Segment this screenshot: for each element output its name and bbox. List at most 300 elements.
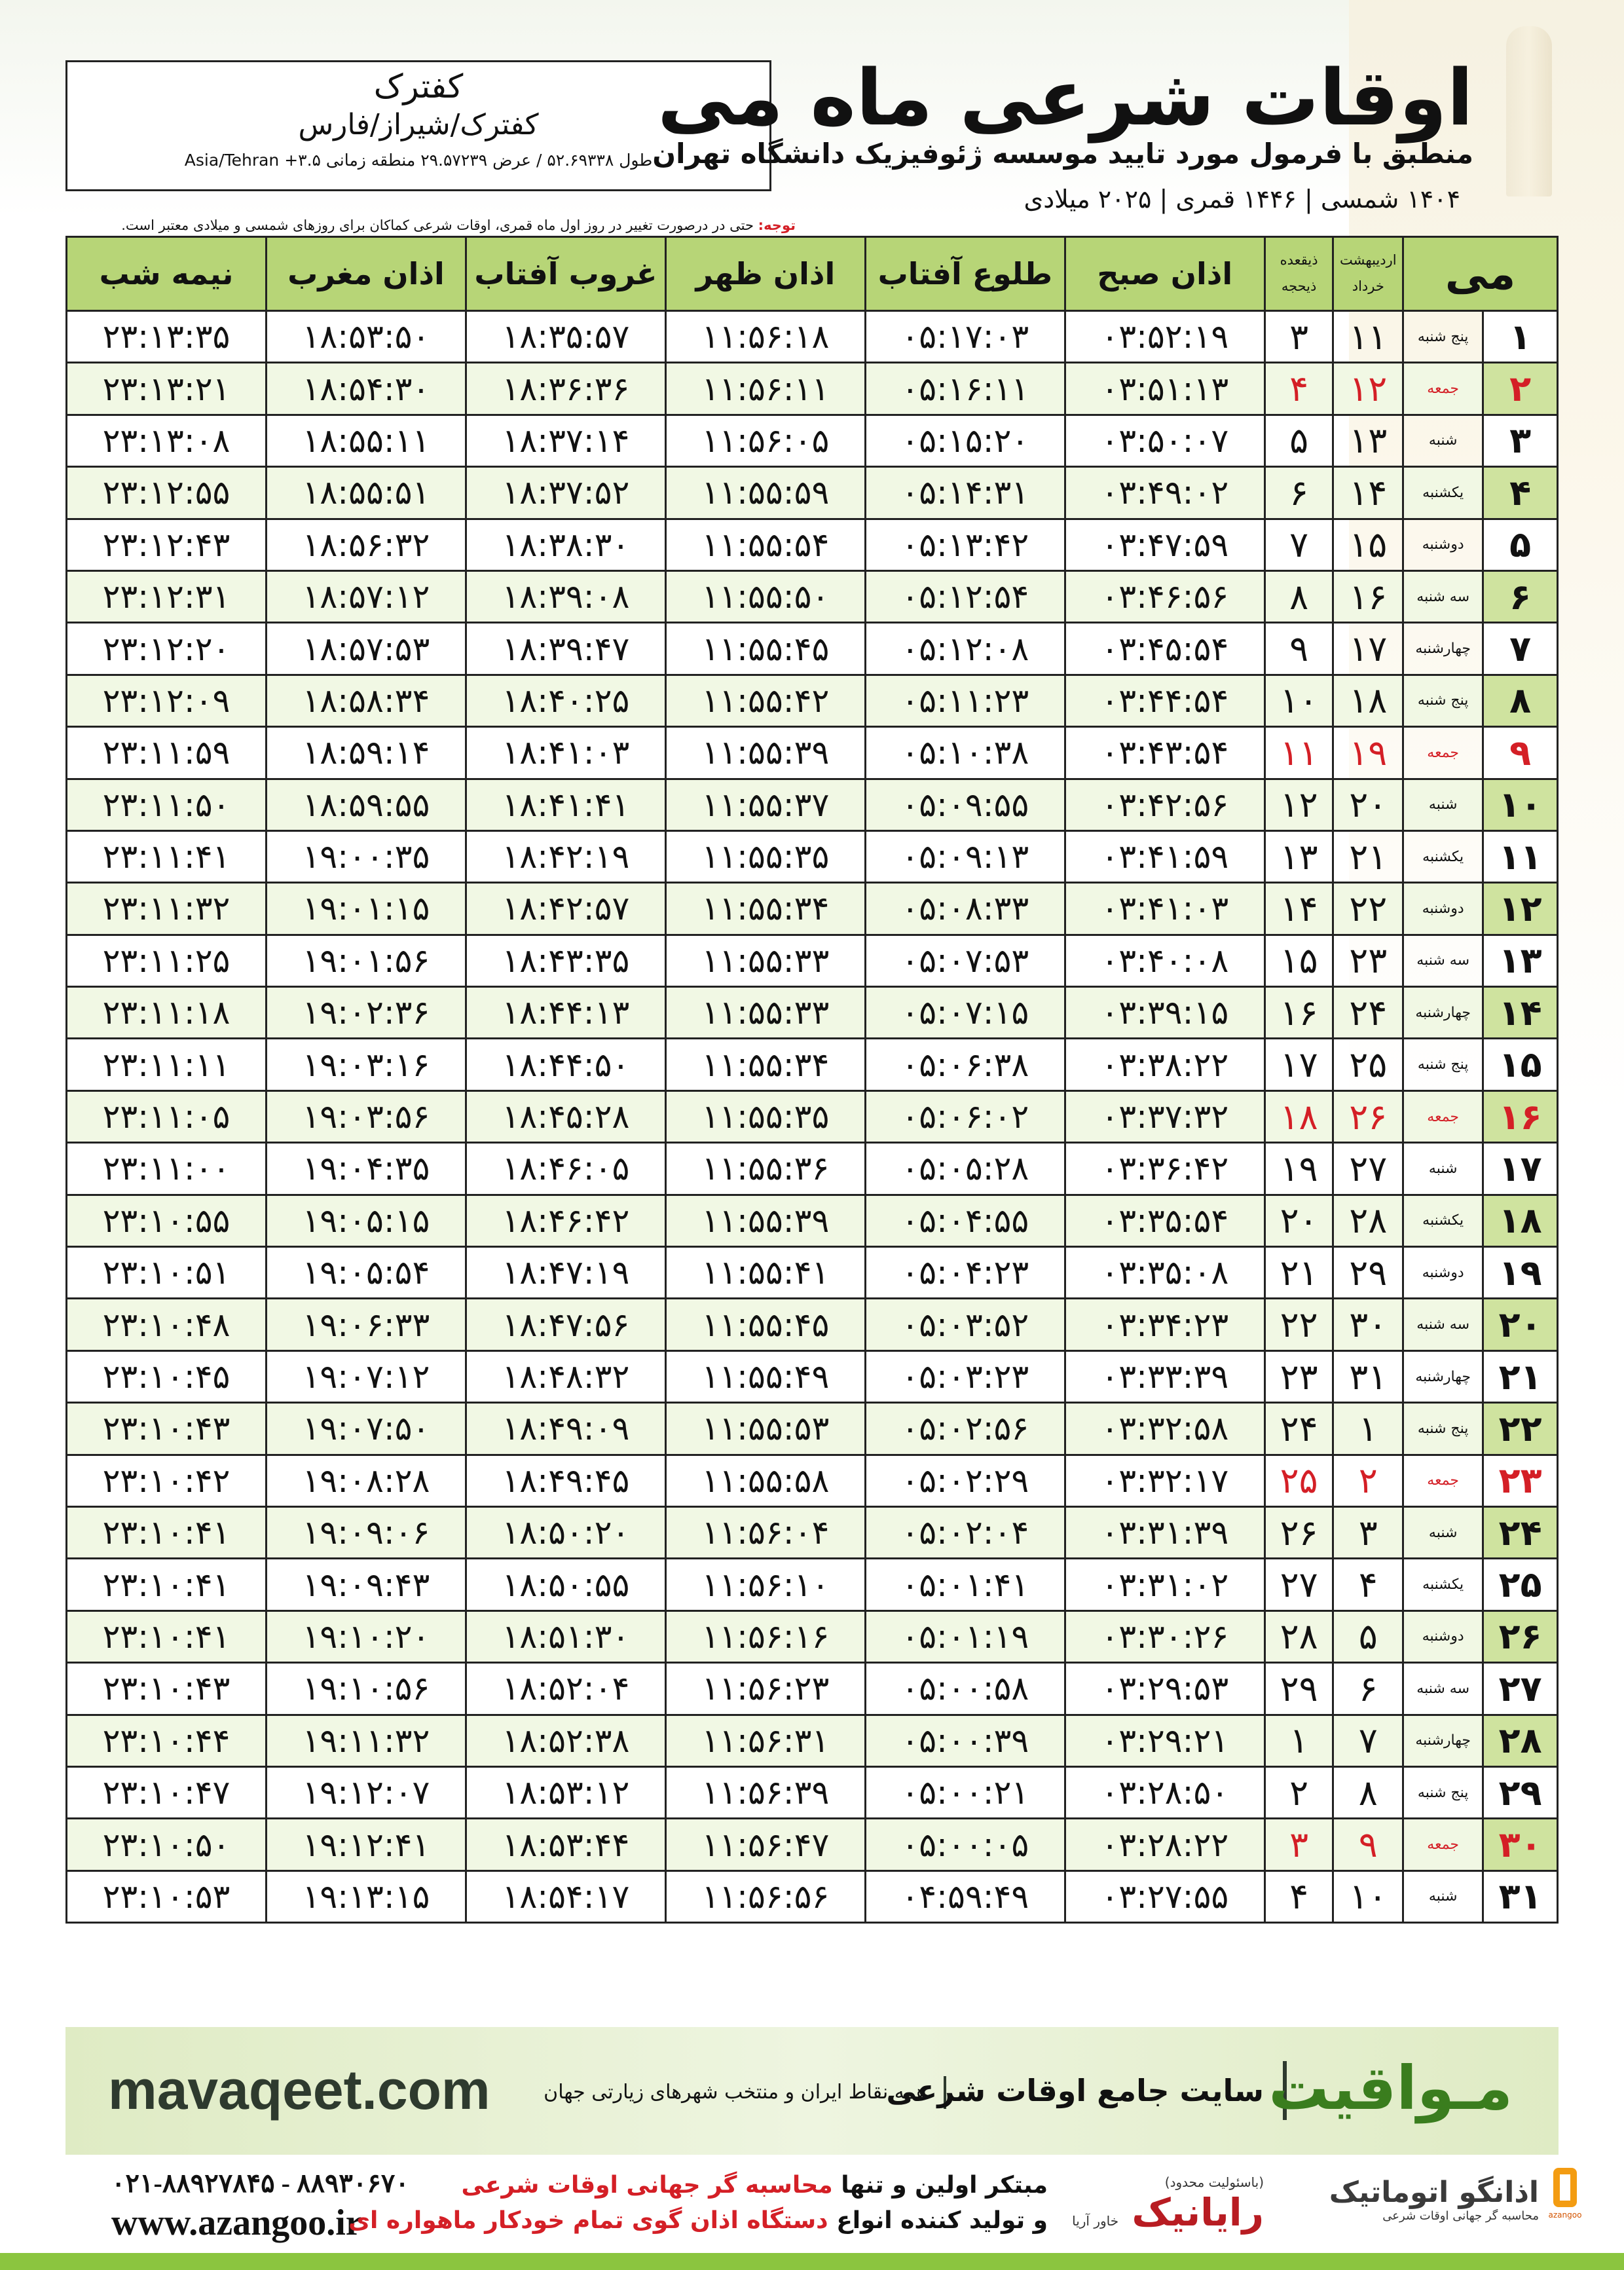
location-path: کفترک/شیراز/فارس: [298, 108, 539, 141]
table-row: [67, 1039, 1558, 1090]
footer-website[interactable]: mavaqeet.com: [108, 2059, 490, 2121]
weekday-cell: سه شنبه: [1403, 570, 1483, 622]
qamari-day-cell: ۷: [1264, 519, 1333, 570]
contact-phones: ۰۲۱-۸۸۹۲۷۸۴۵ - ۸۸۹۳۰۶۷۰: [111, 2168, 409, 2198]
sunrise-time-cell: ۰۵:۱۷:۰۳: [865, 311, 1065, 363]
sunrise-time-cell: ۰۵:۱۱:۲۳: [865, 675, 1065, 726]
table-row: [67, 1143, 1558, 1195]
shamsi-day-cell: ۱۱: [1333, 311, 1403, 363]
midnight-time-cell: ۲۳:۱۰:۴۱: [67, 1559, 267, 1610]
shamsi-day-cell: ۲۴: [1333, 987, 1403, 1039]
sunrise-time-cell: ۰۵:۰۲:۰۴: [865, 1506, 1065, 1558]
promo-line-1-a: مبتکر اولین و تنها: [841, 2172, 1048, 2199]
shamsi-day-cell: ۵: [1333, 1610, 1403, 1662]
maghrib-time-cell: ۱۹:۰۹:۴۳: [267, 1559, 466, 1610]
shamsi-day-cell: ۱۸: [1333, 675, 1403, 726]
dhuhr-time-cell: ۱۱:۵۵:۵۴: [665, 519, 865, 570]
qamari-day-cell: ۲۰: [1264, 1195, 1333, 1246]
page-title: اوقات شرعی ماه می: [657, 52, 1473, 143]
sunset-time-cell: ۱۸:۴۱:۰۳: [466, 727, 665, 779]
promo-line-2: [348, 2203, 1048, 2239]
shamsi-day-cell: ۱۲: [1333, 363, 1403, 415]
header-fajr: اذان صبح: [1065, 237, 1264, 311]
shamsi-day-cell: ۱۶: [1333, 570, 1403, 622]
shamsi-day-cell: ۲۶: [1333, 1090, 1403, 1142]
day-cell: ۲۰: [1483, 1299, 1558, 1350]
sunset-time-cell: ۱۸:۴۱:۴۱: [466, 779, 665, 830]
table-row: [67, 830, 1558, 882]
maghrib-time-cell: ۱۹:۰۸:۲۸: [267, 1455, 466, 1506]
promo-text: [348, 2168, 1048, 2239]
sunset-time-cell: ۱۸:۳۵:۵۷: [466, 311, 665, 363]
shamsi-day-cell: ۲۵: [1333, 1039, 1403, 1090]
weekday-cell: یکشنبه: [1403, 1195, 1483, 1246]
dhuhr-time-cell: ۱۱:۵۵:۳۵: [665, 1090, 865, 1142]
day-cell: ۵: [1483, 519, 1558, 570]
qamari-day-cell: ۱۲: [1264, 779, 1333, 830]
qamari-day-cell: ۶: [1264, 467, 1333, 519]
day-cell: ۱۸: [1483, 1195, 1558, 1246]
weekday-cell: جمعه: [1403, 727, 1483, 779]
day-cell: ۲۵: [1483, 1559, 1558, 1610]
fajr-time-cell: ۰۳:۳۷:۳۲: [1065, 1090, 1264, 1142]
weekday-cell: سه شنبه: [1403, 1663, 1483, 1715]
dhuhr-time-cell: ۱۱:۵۶:۱۶: [665, 1610, 865, 1662]
day-cell: ۹: [1483, 727, 1558, 779]
midnight-time-cell: ۲۳:۱۰:۴۲: [67, 1455, 267, 1506]
sunset-time-cell: ۱۸:۴۴:۱۳: [466, 987, 665, 1039]
sunrise-time-cell: ۰۴:۵۹:۴۹: [865, 1870, 1065, 1922]
table-row: [67, 623, 1558, 675]
sunset-time-cell: ۱۸:۵۱:۳۰: [466, 1610, 665, 1662]
day-cell: ۱۰: [1483, 779, 1558, 830]
table-row: [67, 1455, 1558, 1506]
dhuhr-time-cell: ۱۱:۵۵:۵۸: [665, 1455, 865, 1506]
maghrib-time-cell: ۱۹:۱۰:۵۶: [267, 1663, 466, 1715]
midnight-time-cell: ۲۳:۱۰:۵۳: [67, 1870, 267, 1922]
shamsi-day-cell: ۲۱: [1333, 830, 1403, 882]
midnight-time-cell: ۲۳:۱۱:۰۵: [67, 1090, 267, 1142]
note-label: توجه:: [758, 217, 796, 233]
maghrib-time-cell: ۱۹:۰۶:۳۳: [267, 1299, 466, 1350]
fajr-time-cell: ۰۳:۳۴:۲۳: [1065, 1299, 1264, 1350]
maghrib-time-cell: ۱۹:۰۳:۱۶: [267, 1039, 466, 1090]
day-cell: ۲۹: [1483, 1766, 1558, 1818]
shamsi-day-cell: ۴: [1333, 1559, 1403, 1610]
sunset-time-cell: ۱۸:۴۷:۵۶: [466, 1299, 665, 1350]
midnight-time-cell: ۲۳:۱۲:۰۹: [67, 675, 267, 726]
sunset-time-cell: ۱۸:۳۸:۳۰: [466, 519, 665, 570]
sunset-time-cell: ۱۸:۴۲:۱۹: [466, 830, 665, 882]
year-line: ۱۴۰۴ شمسی | ۱۴۴۶ قمری | ۲۰۲۵ میلادی: [1024, 185, 1460, 214]
table-row: [67, 363, 1558, 415]
header-shamsi-bottom: خرداد: [1352, 278, 1384, 294]
sunset-time-cell: ۱۸:۵۰:۲۰: [466, 1506, 665, 1558]
midnight-time-cell: ۲۳:۱۱:۴۱: [67, 830, 267, 882]
qamari-day-cell: ۳: [1264, 311, 1333, 363]
maghrib-time-cell: ۱۸:۵۴:۳۰: [267, 363, 466, 415]
sunrise-time-cell: ۰۵:۰۲:۲۹: [865, 1455, 1065, 1506]
footer-tagline-secondary: همه نقاط ایران و منتخب شهرهای زیارتی جهان: [544, 2081, 927, 2104]
sunrise-time-cell: ۰۵:۰۳:۵۲: [865, 1299, 1065, 1350]
sunset-time-cell: ۱۸:۳۷:۱۴: [466, 415, 665, 466]
weekday-cell: شنبه: [1403, 1143, 1483, 1195]
table-row: [67, 1350, 1558, 1402]
sunrise-time-cell: ۰۵:۰۳:۲۳: [865, 1350, 1065, 1402]
day-cell: ۲۱: [1483, 1350, 1558, 1402]
maghrib-time-cell: ۱۹:۰۴:۳۵: [267, 1143, 466, 1195]
dhuhr-time-cell: ۱۱:۵۶:۴۷: [665, 1819, 865, 1870]
sunrise-time-cell: ۰۵:۰۹:۵۵: [865, 779, 1065, 830]
sunset-time-cell: ۱۸:۴۳:۳۵: [466, 935, 665, 986]
dhuhr-time-cell: ۱۱:۵۵:۴۲: [665, 675, 865, 726]
table-row: [67, 311, 1558, 363]
midnight-time-cell: ۲۳:۱۲:۳۱: [67, 570, 267, 622]
midnight-time-cell: ۲۳:۱۰:۴۳: [67, 1663, 267, 1715]
maghrib-time-cell: ۱۹:۰۱:۱۵: [267, 883, 466, 935]
maghrib-time-cell: ۱۹:۰۲:۳۶: [267, 987, 466, 1039]
day-cell: ۳۰: [1483, 1819, 1558, 1870]
page-subtitle: منطبق با فرمول مورد تایید موسسه ژئوفیزیک دانشگاه تهران: [652, 138, 1473, 170]
sunrise-time-cell: ۰۵:۰۴:۲۳: [865, 1247, 1065, 1299]
midnight-time-cell: ۲۳:۱۰:۵۱: [67, 1247, 267, 1299]
table-row: [67, 1766, 1558, 1818]
sunrise-time-cell: ۰۵:۱۵:۲۰: [865, 415, 1065, 466]
sunrise-time-cell: ۰۵:۰۱:۱۹: [865, 1610, 1065, 1662]
fajr-time-cell: ۰۳:۴۹:۰۲: [1065, 467, 1264, 519]
table-row: [67, 1195, 1558, 1246]
header-qamari-top: ذیقعده: [1280, 252, 1318, 269]
prayer-times-table: [65, 236, 1559, 1924]
sunset-time-cell: ۱۸:۴۲:۵۷: [466, 883, 665, 935]
rayanik-logo-name: رایانیک: [1132, 2190, 1264, 2235]
location-city: کفترک: [373, 67, 464, 105]
sunset-time-cell: ۱۸:۵۴:۱۷: [466, 1870, 665, 1922]
table-row: [67, 1663, 1558, 1715]
midnight-time-cell: ۲۳:۱۳:۲۱: [67, 363, 267, 415]
fajr-time-cell: ۰۳:۴۱:۰۳: [1065, 883, 1264, 935]
table-body: [67, 311, 1558, 1923]
table-row: [67, 675, 1558, 726]
fajr-time-cell: ۰۳:۳۵:۵۴: [1065, 1195, 1264, 1246]
contact-website[interactable]: www.azangoo.ir: [111, 2203, 362, 2243]
header-month: می: [1403, 237, 1558, 311]
fajr-time-cell: ۰۳:۲۸:۵۰: [1065, 1766, 1264, 1818]
promo-line-1-b: محاسبه گر جهانی اوقات شرعی: [461, 2172, 833, 2199]
qamari-day-cell: ۱۰: [1264, 675, 1333, 726]
midnight-time-cell: ۲۳:۱۲:۵۵: [67, 467, 267, 519]
shamsi-day-cell: ۸: [1333, 1766, 1403, 1818]
dhuhr-time-cell: ۱۱:۵۶:۱۸: [665, 311, 865, 363]
fajr-time-cell: ۰۳:۵۰:۰۷: [1065, 415, 1264, 466]
midnight-time-cell: ۲۳:۱۲:۲۰: [67, 623, 267, 675]
dhuhr-time-cell: ۱۱:۵۵:۵۳: [665, 1403, 865, 1455]
sunset-time-cell: ۱۸:۵۳:۴۴: [466, 1819, 665, 1870]
qamari-day-cell: ۳: [1264, 1819, 1333, 1870]
table-row: [67, 883, 1558, 935]
sunset-time-cell: ۱۸:۵۲:۰۴: [466, 1663, 665, 1715]
midnight-time-cell: ۲۳:۱۰:۴۳: [67, 1403, 267, 1455]
shamsi-day-cell: ۳: [1333, 1506, 1403, 1558]
maghrib-time-cell: ۱۸:۵۷:۵۳: [267, 623, 466, 675]
header-midnight: نیمه شب: [67, 237, 267, 311]
rayanik-logo-sub: (باسئولیت محدود): [1164, 2174, 1264, 2190]
table-row: [67, 1090, 1558, 1142]
dhuhr-time-cell: ۱۱:۵۶:۳۹: [665, 1766, 865, 1818]
table-row: [67, 727, 1558, 779]
maghrib-time-cell: ۱۹:۱۲:۰۷: [267, 1766, 466, 1818]
midnight-time-cell: ۲۳:۱۰:۴۷: [67, 1766, 267, 1818]
midnight-time-cell: ۲۳:۱۰:۴۵: [67, 1350, 267, 1402]
shamsi-day-cell: ۱۳: [1333, 415, 1403, 466]
table-row: [67, 1403, 1558, 1455]
footer-tagline: سایت جامع اوقات شرعی: [886, 2073, 1264, 2108]
fajr-time-cell: ۰۳:۳۲:۱۷: [1065, 1455, 1264, 1506]
header-qamari: [1264, 237, 1333, 311]
shamsi-day-cell: ۳۰: [1333, 1299, 1403, 1350]
sunrise-time-cell: ۰۵:۱۳:۴۲: [865, 519, 1065, 570]
qamari-day-cell: ۹: [1264, 623, 1333, 675]
sunset-time-cell: ۱۸:۳۶:۳۶: [466, 363, 665, 415]
weekday-cell: جمعه: [1403, 1090, 1483, 1142]
fajr-time-cell: ۰۳:۴۷:۵۹: [1065, 519, 1264, 570]
shamsi-day-cell: ۶: [1333, 1663, 1403, 1715]
sunrise-time-cell: ۰۵:۰۰:۰۵: [865, 1819, 1065, 1870]
qamari-day-cell: ۸: [1264, 570, 1333, 622]
table-row: [67, 779, 1558, 830]
weekday-cell: دوشنبه: [1403, 1247, 1483, 1299]
dhuhr-time-cell: ۱۱:۵۵:۵۹: [665, 467, 865, 519]
day-cell: ۲۴: [1483, 1506, 1558, 1558]
shamsi-day-cell: ۳۱: [1333, 1350, 1403, 1402]
sunrise-time-cell: ۰۵:۰۸:۳۳: [865, 883, 1065, 935]
dhuhr-time-cell: ۱۱:۵۵:۳۳: [665, 987, 865, 1039]
midnight-time-cell: ۲۳:۱۳:۰۸: [67, 415, 267, 466]
qamari-day-cell: ۱۴: [1264, 883, 1333, 935]
day-cell: ۲۶: [1483, 1610, 1558, 1662]
weekday-cell: پنج شنبه: [1403, 1766, 1483, 1818]
sunrise-time-cell: ۰۵:۰۷:۱۵: [865, 987, 1065, 1039]
dhuhr-time-cell: ۱۱:۵۶:۱۰: [665, 1559, 865, 1610]
header-qamari-bottom: ذیحجه: [1281, 278, 1317, 294]
day-cell: ۱۳: [1483, 935, 1558, 986]
fajr-time-cell: ۰۳:۲۹:۲۱: [1065, 1715, 1264, 1766]
sunrise-time-cell: ۰۵:۰۰:۲۱: [865, 1766, 1065, 1818]
sunset-time-cell: ۱۸:۴۶:۴۲: [466, 1195, 665, 1246]
day-cell: ۲۳: [1483, 1455, 1558, 1506]
dhuhr-time-cell: ۱۱:۵۵:۳۴: [665, 883, 865, 935]
shamsi-day-cell: ۲۹: [1333, 1247, 1403, 1299]
weekday-cell: چهارشنبه: [1403, 1350, 1483, 1402]
dhuhr-time-cell: ۱۱:۵۵:۴۱: [665, 1247, 865, 1299]
maghrib-time-cell: ۱۸:۵۹:۵۵: [267, 779, 466, 830]
dhuhr-time-cell: ۱۱:۵۵:۵۰: [665, 570, 865, 622]
fajr-time-cell: ۰۳:۴۶:۵۶: [1065, 570, 1264, 622]
midnight-time-cell: ۲۳:۱۰:۴۴: [67, 1715, 267, 1766]
sunrise-time-cell: ۰۵:۰۱:۴۱: [865, 1559, 1065, 1610]
azangoo-logo-sub: محاسبه گر جهانی اوقات شرعی: [1382, 2209, 1539, 2223]
table-row: [67, 1610, 1558, 1662]
fajr-time-cell: ۰۳:۴۴:۵۴: [1065, 675, 1264, 726]
footer-brand-logo: مـواقیت: [1268, 2053, 1513, 2123]
table-row: [67, 935, 1558, 986]
table-row: [67, 1715, 1558, 1766]
maghrib-time-cell: ۱۹:۰۷:۵۰: [267, 1403, 466, 1455]
weekday-cell: دوشنبه: [1403, 883, 1483, 935]
shamsi-day-cell: ۱۷: [1333, 623, 1403, 675]
maghrib-time-cell: ۱۹:۰۷:۱۲: [267, 1350, 466, 1402]
dhuhr-time-cell: ۱۱:۵۶:۱۱: [665, 363, 865, 415]
fajr-time-cell: ۰۳:۲۸:۲۲: [1065, 1819, 1264, 1870]
fajr-time-cell: ۰۳:۳۳:۳۹: [1065, 1350, 1264, 1402]
qamari-day-cell: ۱۵: [1264, 935, 1333, 986]
weekday-cell: جمعه: [1403, 1455, 1483, 1506]
day-cell: ۲۷: [1483, 1663, 1558, 1715]
day-cell: ۳۱: [1483, 1870, 1558, 1922]
weekday-cell: پنج شنبه: [1403, 1039, 1483, 1090]
weekday-cell: پنج شنبه: [1403, 675, 1483, 726]
sunset-time-cell: ۱۸:۴۹:۰۹: [466, 1403, 665, 1455]
azangoo-logo-en: azangoo: [1548, 2210, 1582, 2220]
azangoo-logo: [1329, 2176, 1539, 2223]
qamari-day-cell: ۲: [1264, 1766, 1333, 1818]
midnight-time-cell: ۲۳:۱۱:۳۲: [67, 883, 267, 935]
midnight-time-cell: ۲۳:۱۱:۵۹: [67, 727, 267, 779]
dhuhr-time-cell: ۱۱:۵۵:۳۶: [665, 1143, 865, 1195]
fajr-time-cell: ۰۳:۴۵:۵۴: [1065, 623, 1264, 675]
fajr-time-cell: ۰۳:۴۰:۰۸: [1065, 935, 1264, 986]
shamsi-day-cell: ۱۹: [1333, 727, 1403, 779]
table-row: [67, 1870, 1558, 1922]
sunrise-time-cell: ۰۵:۱۲:۰۸: [865, 623, 1065, 675]
day-cell: ۶: [1483, 570, 1558, 622]
sunset-time-cell: ۱۸:۵۲:۳۸: [466, 1715, 665, 1766]
qamari-day-cell: ۲۷: [1264, 1559, 1333, 1610]
sunset-time-cell: ۱۸:۳۷:۵۲: [466, 467, 665, 519]
shamsi-day-cell: ۱۵: [1333, 519, 1403, 570]
weekday-cell: شنبه: [1403, 415, 1483, 466]
dhuhr-time-cell: ۱۱:۵۶:۲۳: [665, 1663, 865, 1715]
weekday-cell: شنبه: [1403, 1506, 1483, 1558]
qamari-day-cell: ۱: [1264, 1715, 1333, 1766]
day-cell: ۱۵: [1483, 1039, 1558, 1090]
qamari-day-cell: ۲۴: [1264, 1403, 1333, 1455]
dhuhr-time-cell: ۱۱:۵۶:۵۶: [665, 1870, 865, 1922]
midnight-time-cell: ۲۳:۱۰:۴۱: [67, 1506, 267, 1558]
qamari-day-cell: ۱۱: [1264, 727, 1333, 779]
header-dhuhr: اذان ظهر: [665, 237, 865, 311]
day-cell: ۸: [1483, 675, 1558, 726]
shamsi-day-cell: ۲۷: [1333, 1143, 1403, 1195]
fajr-time-cell: ۰۳:۴۱:۵۹: [1065, 830, 1264, 882]
day-cell: ۱۴: [1483, 987, 1558, 1039]
day-cell: ۲: [1483, 363, 1558, 415]
table-row: [67, 1559, 1558, 1610]
shamsi-day-cell: ۷: [1333, 1715, 1403, 1766]
weekday-cell: یکشنبه: [1403, 830, 1483, 882]
table-row: [67, 467, 1558, 519]
day-cell: ۱۷: [1483, 1143, 1558, 1195]
promo-line-2-b: دستگاه اذان گوی تمام خودکار ماهواره ای: [348, 2207, 828, 2234]
maghrib-time-cell: ۱۹:۰۳:۵۶: [267, 1090, 466, 1142]
maghrib-time-cell: ۱۹:۰۹:۰۶: [267, 1506, 466, 1558]
header-maghrib: اذان مغرب: [267, 237, 466, 311]
qamari-day-cell: ۲۹: [1264, 1663, 1333, 1715]
day-cell: ۷: [1483, 623, 1558, 675]
fajr-time-cell: ۰۳:۳۲:۵۸: [1065, 1403, 1264, 1455]
rayanik-logo-sub2: خاور آریا: [1072, 2213, 1119, 2229]
sunrise-time-cell: ۰۵:۰۶:۳۸: [865, 1039, 1065, 1090]
dhuhr-time-cell: ۱۱:۵۵:۳۴: [665, 1039, 865, 1090]
fajr-time-cell: ۰۳:۳۹:۱۵: [1065, 987, 1264, 1039]
shamsi-day-cell: ۱: [1333, 1403, 1403, 1455]
qamari-day-cell: ۲۵: [1264, 1455, 1333, 1506]
shamsi-day-cell: ۱۴: [1333, 467, 1403, 519]
sunrise-time-cell: ۰۵:۰۷:۵۳: [865, 935, 1065, 986]
shamsi-day-cell: ۲۲: [1333, 883, 1403, 935]
midnight-time-cell: ۲۳:۱۱:۲۵: [67, 935, 267, 986]
fajr-time-cell: ۰۳:۳۶:۴۲: [1065, 1143, 1264, 1195]
maghrib-time-cell: ۱۹:۰۱:۵۶: [267, 935, 466, 986]
weekday-cell: جمعه: [1403, 363, 1483, 415]
qamari-day-cell: ۱۷: [1264, 1039, 1333, 1090]
dhuhr-time-cell: ۱۱:۵۶:۰۵: [665, 415, 865, 466]
maghrib-time-cell: ۱۹:۱۱:۳۲: [267, 1715, 466, 1766]
midnight-time-cell: ۲۳:۱۰:۵۰: [67, 1819, 267, 1870]
dhuhr-time-cell: ۱۱:۵۵:۳۷: [665, 779, 865, 830]
midnight-time-cell: ۲۳:۱۰:۴۱: [67, 1610, 267, 1662]
location-coords: طول ۵۲.۶۹۳۳۸ / عرض ۲۹.۵۷۲۳۹ منطقه زمانی ۳.۵+ Asia/Tehran: [184, 151, 653, 170]
dhuhr-time-cell: ۱۱:۵۵:۳۵: [665, 830, 865, 882]
maghrib-time-cell: ۱۸:۵۵:۵۱: [267, 467, 466, 519]
sunrise-time-cell: ۰۵:۰۵:۲۸: [865, 1143, 1065, 1195]
header-shamsi-top: اردیبهشت: [1340, 252, 1397, 269]
day-cell: ۱۶: [1483, 1090, 1558, 1142]
note: [121, 217, 796, 233]
day-cell: ۴: [1483, 467, 1558, 519]
sunset-time-cell: ۱۸:۴۴:۵۰: [466, 1039, 665, 1090]
maghrib-time-cell: ۱۹:۰۰:۳۵: [267, 830, 466, 882]
dhuhr-time-cell: ۱۱:۵۵:۳۹: [665, 1195, 865, 1246]
bottom-accent-line: [0, 2253, 1624, 2270]
maghrib-time-cell: ۱۸:۵۶:۳۲: [267, 519, 466, 570]
dhuhr-time-cell: ۱۱:۵۵:۳۳: [665, 935, 865, 986]
weekday-cell: یکشنبه: [1403, 1559, 1483, 1610]
maghrib-time-cell: ۱۹:۱۰:۲۰: [267, 1610, 466, 1662]
weekday-cell: پنج شنبه: [1403, 1403, 1483, 1455]
midnight-time-cell: ۲۳:۱۰:۴۸: [67, 1299, 267, 1350]
qamari-day-cell: ۴: [1264, 363, 1333, 415]
midnight-time-cell: ۲۳:۱۱:۰۰: [67, 1143, 267, 1195]
fajr-time-cell: ۰۳:۴۳:۵۴: [1065, 727, 1264, 779]
shamsi-day-cell: ۲۰: [1333, 779, 1403, 830]
azangoo-logo-icon: [1545, 2161, 1585, 2220]
table-row: [67, 1247, 1558, 1299]
fajr-time-cell: ۰۳:۳۱:۳۹: [1065, 1506, 1264, 1558]
sunrise-time-cell: ۰۵:۱۶:۱۱: [865, 363, 1065, 415]
midnight-time-cell: ۲۳:۱۱:۱۱: [67, 1039, 267, 1090]
maghrib-time-cell: ۱۹:۰۵:۵۴: [267, 1247, 466, 1299]
midnight-time-cell: ۲۳:۱۱:۵۰: [67, 779, 267, 830]
sunset-time-cell: ۱۸:۴۸:۳۲: [466, 1350, 665, 1402]
sunrise-time-cell: ۰۵:۰۰:۳۹: [865, 1715, 1065, 1766]
header-sunset: غروب آفتاب: [466, 237, 665, 311]
day-cell: ۲۲: [1483, 1403, 1558, 1455]
weekday-cell: دوشنبه: [1403, 1610, 1483, 1662]
qamari-day-cell: ۲۶: [1264, 1506, 1333, 1558]
sunrise-time-cell: ۰۵:۱۰:۳۸: [865, 727, 1065, 779]
sunset-time-cell: ۱۸:۴۵:۲۸: [466, 1090, 665, 1142]
